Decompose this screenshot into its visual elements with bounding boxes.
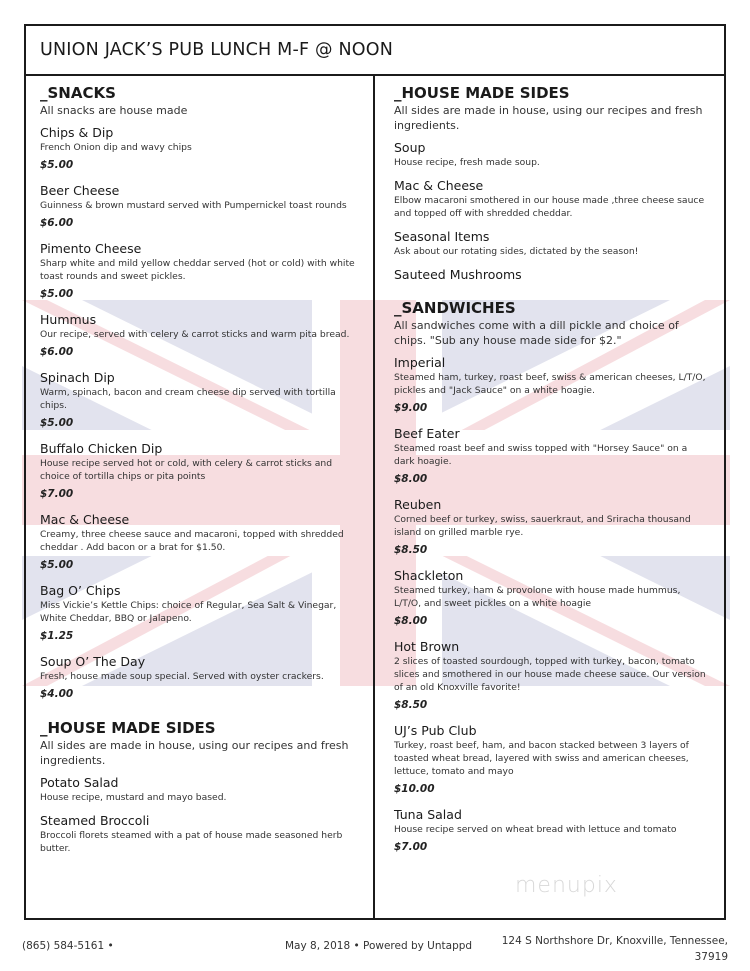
- item-name: Mac & Cheese: [40, 512, 130, 527]
- menu-item: [40, 774, 359, 804]
- item-price: $10.00: [394, 783, 435, 795]
- powered-by: May 8, 2018 • Powered by Untappd: [285, 940, 473, 952]
- footer: [0, 930, 750, 971]
- item-name: Mac & Cheese: [394, 178, 484, 193]
- menu-item: [394, 266, 710, 283]
- item-description: Steamed roast beef and swiss topped with "Horsey Sauce" on a dark hoagie.: [394, 443, 688, 467]
- item-description: Warm, spinach, bacon and cream cheese dip served with tortilla chips.: [40, 387, 336, 411]
- section-title: _SANDWICHES: [394, 299, 516, 317]
- item-price: $8.00: [394, 615, 428, 627]
- menu-section: [40, 84, 359, 703]
- item-name: Hummus: [40, 312, 97, 327]
- item-description: Broccoli florets steamed with a pat of house made seasoned herb butter.: [40, 830, 343, 854]
- menu-item: [40, 240, 359, 303]
- item-name: Chips & Dip: [40, 125, 114, 140]
- item-description: Fresh, house made soup special. Served with oyster crackers.: [40, 671, 324, 682]
- item-name: Soup: [394, 140, 426, 155]
- menu-section: [40, 719, 359, 855]
- menu-item: [40, 311, 359, 361]
- item-name: Potato Salad: [40, 775, 119, 790]
- item-name: Pimento Cheese: [40, 241, 142, 256]
- item-description: House recipe, mustard and mayo based.: [40, 792, 227, 803]
- item-price: $7.00: [394, 841, 428, 853]
- item-name: Hot Brown: [394, 639, 460, 654]
- item-description: French Onion dip and wavy chips: [40, 142, 192, 153]
- item-name: Steamed Broccoli: [40, 813, 150, 828]
- item-description: House recipe served hot or cold, with celery & carrot sticks and choice of tortilla chips or pita points: [40, 458, 333, 482]
- item-name: Spinach Dip: [40, 370, 115, 385]
- menu-item: [40, 511, 359, 574]
- item-description: Ask about our rotating sides, dictated by the season!: [394, 246, 639, 257]
- item-name: Sauteed Mushrooms: [394, 267, 522, 282]
- menu-frame: [24, 24, 726, 920]
- menu-item: [40, 124, 359, 174]
- item-description: Creamy, three cheese sauce and macaroni, topped with shredded cheddar . Add bacon or a brat for $1.50.: [40, 529, 344, 553]
- menu-title: UNION JACK’S PUB LUNCH M-F @ NOON: [40, 40, 394, 60]
- item-name: Beer Cheese: [40, 183, 120, 198]
- menu-item: [394, 496, 710, 559]
- address-line-1: 124 S Northshore Dr, Knoxville, Tennessee,: [501, 935, 728, 947]
- item-name: Seasonal Items: [394, 229, 490, 244]
- menu-item: [394, 425, 710, 488]
- section-note: All sides are made in house, using our recipes and fresh ingredients.: [394, 104, 703, 132]
- menu-item: [40, 653, 359, 703]
- address: [488, 933, 728, 965]
- menu-header: [26, 26, 724, 76]
- item-description: Elbow macaroni smothered in our house made ,three cheese sauce and topped off with shredded cheddar.: [394, 195, 705, 219]
- section-note: All snacks are house made: [40, 104, 188, 117]
- item-description: House recipe, fresh made soup.: [394, 157, 540, 168]
- item-price: $4.00: [40, 688, 74, 700]
- section-title: _HOUSE MADE SIDES: [40, 719, 216, 737]
- menu-columns: [26, 76, 724, 918]
- menu-section: [394, 84, 710, 283]
- item-description: Steamed turkey, ham & provolone with house made hummus, L/T/O, and sweet pickles on a white hoagie: [394, 585, 681, 609]
- menu-item: [394, 228, 710, 258]
- item-name: Imperial: [394, 355, 446, 370]
- item-name: Tuna Salad: [394, 807, 462, 822]
- item-price: $5.00: [40, 288, 74, 300]
- menu-item: [40, 369, 359, 432]
- menu-item: [40, 812, 359, 855]
- menupix-watermark: menupix: [515, 873, 618, 898]
- item-price: $5.00: [40, 159, 74, 171]
- item-price: $6.00: [40, 217, 74, 229]
- menu-item: [40, 182, 359, 232]
- item-description: Sharp white and mild yellow cheddar served (hot or cold) with white toast rounds and sweet pickles.: [40, 258, 355, 282]
- item-description: House recipe served on wheat bread with lettuce and tomato: [394, 824, 677, 835]
- item-name: UJ’s Pub Club: [394, 723, 477, 738]
- item-description: Steamed ham, turkey, roast beef, swiss & american cheeses, L/T/O, pickles and "Jack Sauce" on a white hoagie.: [394, 372, 706, 396]
- menu-item: [40, 582, 359, 645]
- item-price: $6.00: [40, 346, 74, 358]
- menu-item: [394, 177, 710, 220]
- item-price: $5.00: [40, 417, 74, 429]
- section-title: _HOUSE MADE SIDES: [394, 84, 570, 102]
- menu-item: [394, 567, 710, 630]
- menu-item: [394, 806, 710, 856]
- item-description: 2 slices of toasted sourdough, topped with turkey, bacon, tomato slices and smothered in our house made cheese sauce. Our version of an old Knoxville favorite!: [394, 656, 706, 693]
- item-name: Shackleton: [394, 568, 464, 583]
- section-note: All sandwiches come with a dill pickle and choice of chips. "Sub any house made side for $2.": [394, 319, 679, 347]
- right-column: [375, 76, 724, 918]
- menu-item: [394, 139, 710, 169]
- item-name: Reuben: [394, 497, 442, 512]
- item-price: $9.00: [394, 402, 428, 414]
- item-description: Our recipe, served with celery & carrot sticks and warm pita bread.: [40, 329, 350, 340]
- item-description: Guinness & brown mustard served with Pumpernickel toast rounds: [40, 200, 347, 211]
- item-price: $1.25: [40, 630, 74, 642]
- phone-number[interactable]: (865) 584-5161 •: [22, 940, 114, 952]
- item-name: Buffalo Chicken Dip: [40, 441, 163, 456]
- item-price: $7.00: [40, 488, 74, 500]
- left-column: [26, 76, 375, 918]
- menu-item: [40, 440, 359, 503]
- menu-item: [394, 354, 710, 417]
- item-name: Beef Eater: [394, 426, 460, 441]
- item-description: Corned beef or turkey, swiss, sauerkraut, and Sriracha thousand island on grilled marble rye.: [394, 514, 691, 538]
- item-description: Turkey, roast beef, ham, and bacon stacked between 3 layers of toasted wheat bread, layered with swiss and american cheeses, lettuce, tomato and mayo: [394, 740, 689, 777]
- menu-item: [394, 722, 710, 798]
- item-name: Soup O’ The Day: [40, 654, 146, 669]
- item-price: $5.00: [40, 559, 74, 571]
- section-title: _SNACKS: [40, 84, 116, 102]
- menu-section: [394, 299, 710, 856]
- item-name: Bag O’ Chips: [40, 583, 121, 598]
- item-price: $8.50: [394, 544, 428, 556]
- section-note: All sides are made in house, using our recipes and fresh ingredients.: [40, 739, 349, 767]
- item-price: $8.00: [394, 473, 428, 485]
- menu-item: [394, 638, 710, 714]
- address-line-2: 37919: [694, 951, 728, 963]
- item-description: Miss Vickie’s Kettle Chips: choice of Regular, Sea Salt & Vinegar, White Cheddar, BBQ or Jalapeno.: [40, 600, 337, 624]
- item-price: $8.50: [394, 699, 428, 711]
